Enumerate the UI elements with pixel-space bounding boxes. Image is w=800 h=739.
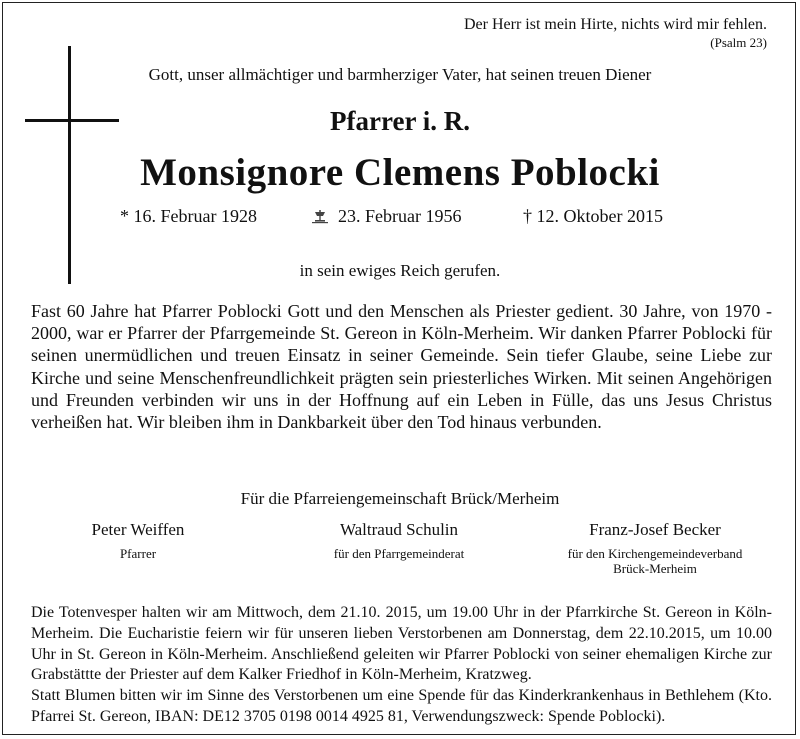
psalm-source: (Psalm 23) — [710, 35, 767, 50]
chalice-icon — [311, 210, 329, 224]
funeral-notice — [31, 603, 772, 728]
called-home-text: in sein ewiges Reich gerufen. — [299, 261, 501, 280]
signature-block — [38, 520, 238, 561]
psalm-quote: Der Herr ist mein Hirte, nichts wird mir fehlen. — [463, 16, 767, 33]
donation-request: Statt Blumen bitten wir im Sinne des Verstorbenen um eine Spende für das Kinderkrankenhaus in Bethlehem (Kto. Pfarrei St. Gereon, IBAN: DE12 3705 0198 0014 4925 81, Verwendungszweck: Spende Poblocki). — [31, 687, 772, 725]
deceased-name: Monsignore Clemens Poblocki — [140, 151, 660, 194]
deceased-title: Pfarrer i. R. — [330, 106, 470, 136]
signatory-name: Waltraud Schulin — [339, 520, 459, 539]
funeral-service-info: Die Totenvesper halten wir am Mittwoch, dem 21.10. 2015, um 19.00 Uhr in der Pfarrkirche St. Gereon in Köln-Merheim. Die Eucharistie feiern wir für unseren lieben Verstorbenen am Donnerstag, dem 22.10.2015, um 10.00 Uhr in St. Gereon in Köln-Merheim. Anschließend geleiten wir Pfarrer Poblocki von seiner ehemaligen Kirche zur Grabstättte der Priester auf dem Kalker Friedhof in Köln-Merheim, Kratzweg. — [31, 604, 772, 684]
parish-community: Für die Pfarreiengemeinschaft Brück/Merheim — [240, 489, 560, 508]
signature-block — [289, 520, 509, 561]
ordination-date-group — [311, 206, 461, 227]
obituary-notice — [2, 2, 796, 735]
birth-date: * 16. Februar 1928 — [120, 206, 257, 226]
intro-text: Gott, unser allmächtiger und barmherziger Vater, hat seinen treuen Diener — [148, 65, 652, 84]
signatory-name: Franz-Josef Becker — [589, 520, 721, 539]
death-date: † 12. Oktober 2015 — [523, 206, 663, 226]
signatory-role-location: Brück-Merheim — [613, 561, 697, 576]
signatory-name: Peter Weiffen — [91, 520, 185, 539]
signature-block — [535, 520, 775, 576]
signatory-role: Pfarrer — [119, 546, 157, 561]
tribute-paragraph: Fast 60 Jahre hat Pfarrer Poblocki Gott und den Menschen als Priester gedient. 30 Jahre, von 1970 - 2000, war er Pfarrer der Pfarrgemeinde St. Gereon in Köln-Merheim. Wir danken Pfarrer Poblocki für seinen unermüdlichen und treuen Einsatz in seiner Gemeinde. Sein tiefer Glaube, seine Liebe zur Kirche und seine Menschenfreundlichkeit prägten sein priesterliches Wirken. Mit seinen Angehörigen und Freunden verbinden wir uns in der Hoffnung auf ein Leben in Fülle, das uns Jesus Christus verheißen hat. Wir bleiben ihm in Dankbarkeit über den Tod hinaus verbunden. — [31, 301, 772, 433]
ordination-date: 23. Februar 1956 — [338, 206, 462, 226]
signatory-role: für den Pfarrgemeinderat — [333, 546, 465, 561]
signatory-role: für den Kirchengemeindeverband — [567, 546, 743, 561]
